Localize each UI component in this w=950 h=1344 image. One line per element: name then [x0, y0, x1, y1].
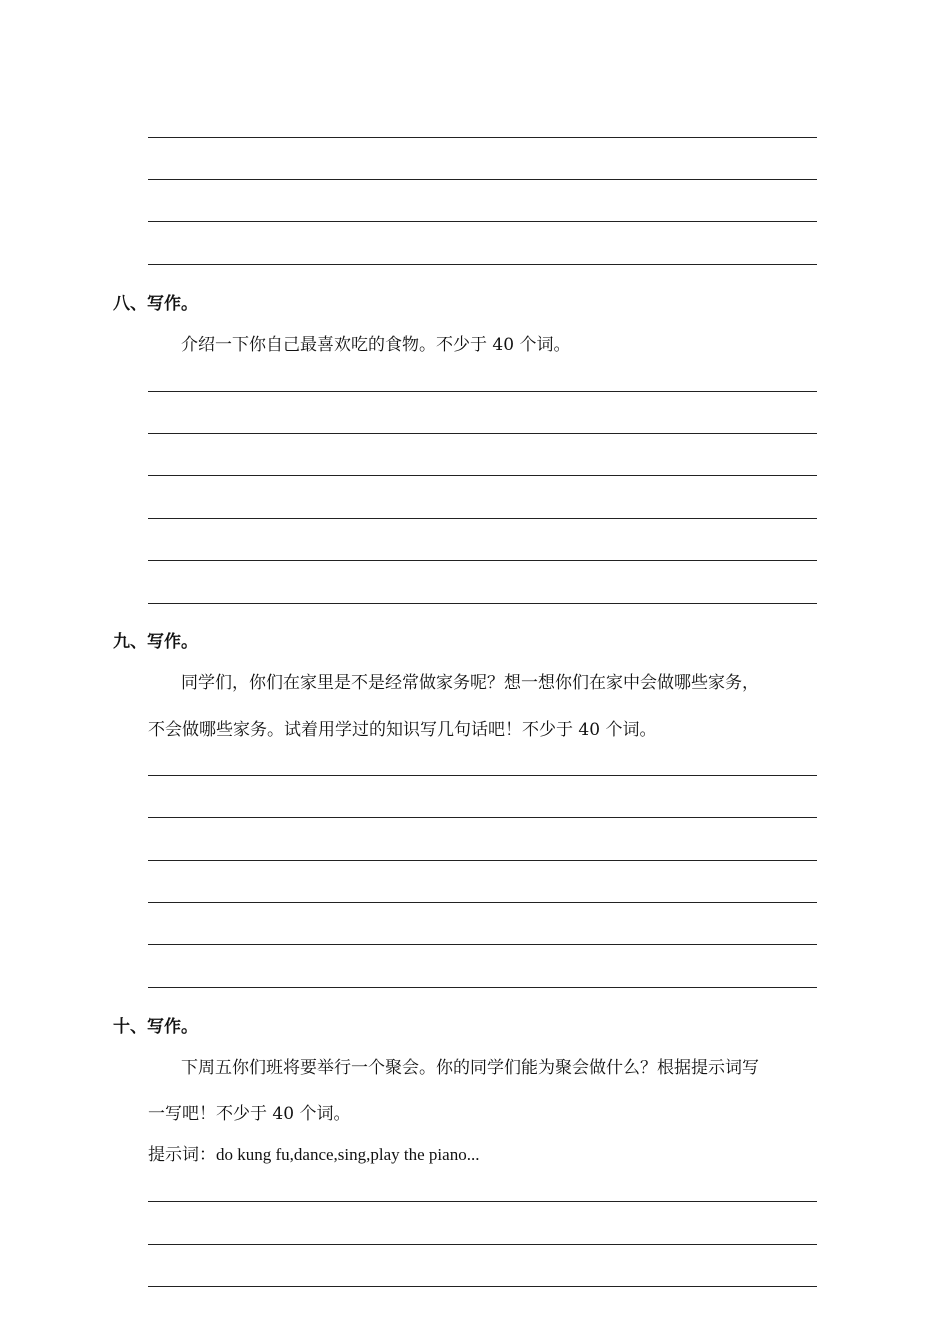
- writing-line[interactable]: [148, 1286, 817, 1287]
- writing-line[interactable]: [148, 817, 817, 818]
- writing-line[interactable]: [148, 560, 817, 561]
- hint-words: do kung fu,dance,sing,play the piano...: [216, 1145, 480, 1164]
- writing-line[interactable]: [148, 1201, 817, 1202]
- writing-line[interactable]: [148, 1244, 817, 1245]
- section-8-prompt: 介绍一下你自己最喜欢吃的食物。不少于 40 个词。: [181, 335, 571, 355]
- writing-line[interactable]: [148, 603, 817, 604]
- writing-line[interactable]: [148, 518, 817, 519]
- writing-line[interactable]: [148, 179, 817, 180]
- writing-line[interactable]: [148, 264, 817, 265]
- section-9-prompt-line-1: 同学们，你们在家里是不是经常做家务呢？想一想你们在家中会做哪些家务，: [181, 673, 759, 693]
- section-9-heading: 九、写作。: [113, 632, 198, 652]
- writing-line[interactable]: [148, 221, 817, 222]
- writing-line[interactable]: [148, 902, 817, 903]
- writing-line[interactable]: [148, 944, 817, 945]
- writing-line[interactable]: [148, 860, 817, 861]
- section-10-hint: [148, 1140, 479, 1165]
- writing-line[interactable]: [148, 433, 817, 434]
- writing-line[interactable]: [148, 987, 817, 988]
- writing-line[interactable]: [148, 137, 817, 138]
- writing-line[interactable]: [148, 391, 817, 392]
- section-8-heading: 八、写作。: [113, 294, 198, 314]
- section-10-prompt-line-1: 下周五你们班将要举行一个聚会。你的同学们能为聚会做什么？根据提示词写: [181, 1058, 759, 1078]
- section-10-heading: 十、写作。: [113, 1017, 198, 1037]
- section-10-prompt-line-2: 一写吧！不少于 40 个词。: [148, 1104, 351, 1124]
- hint-label: 提示词：: [148, 1145, 216, 1165]
- writing-line[interactable]: [148, 475, 817, 476]
- writing-line[interactable]: [148, 775, 817, 776]
- section-9-prompt-line-2: 不会做哪些家务。试着用学过的知识写几句话吧！不少于 40 个词。: [148, 720, 657, 740]
